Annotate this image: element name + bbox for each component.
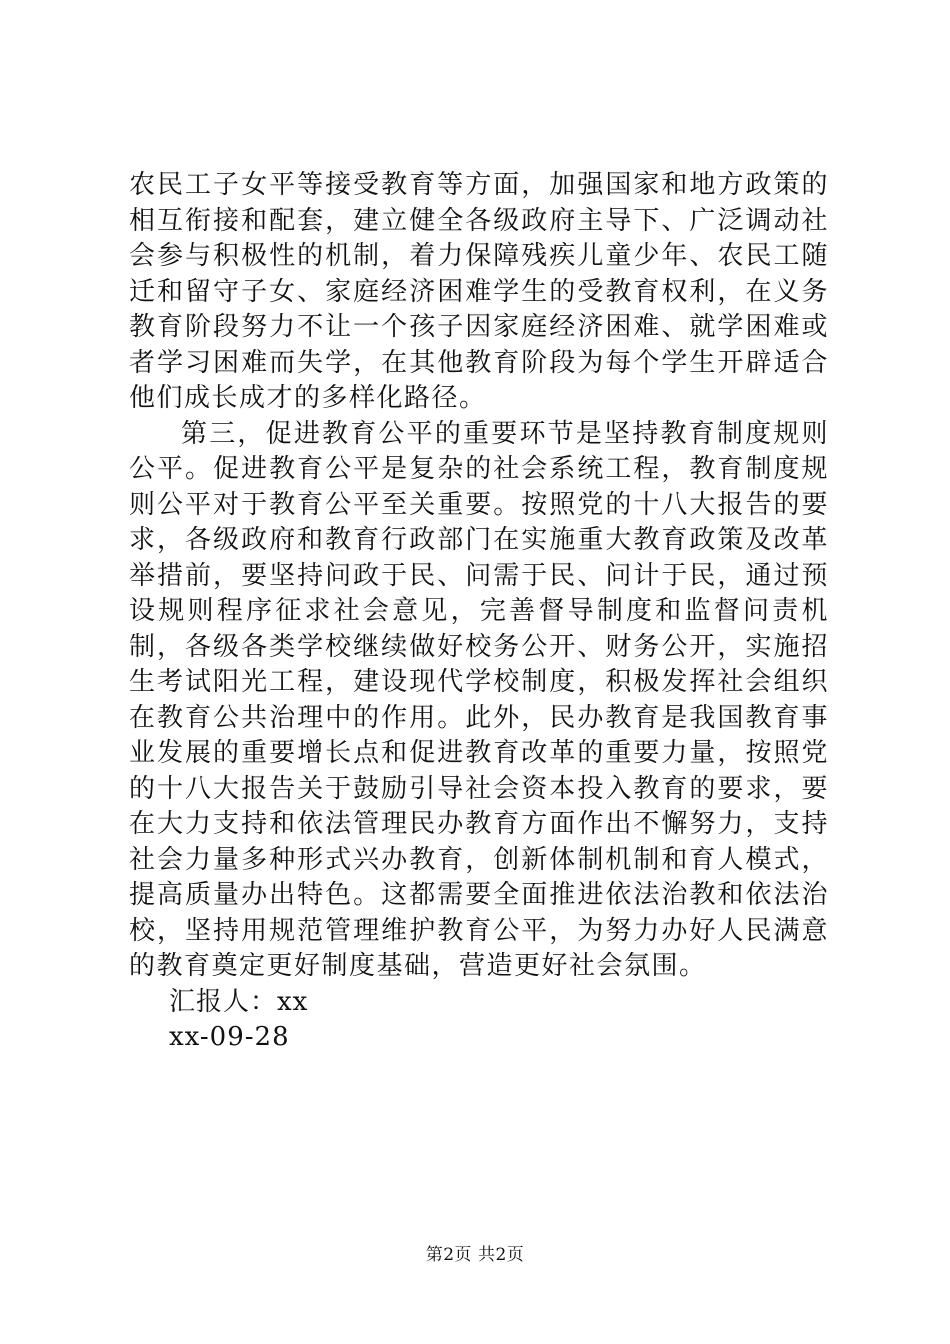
document-body xyxy=(129,168,829,1056)
paragraph-continuation: 农民工子女平等接受教育等方面，加强国家和地方政策的相互衔接和配套，建立健全各级政府主导下、广泛调动社会参与积极性的机制，着力保障残疾儿童少年、农民工随迁和留守子女、家庭经济困难学生的受教育权利，在义务教育阶段努力不让一个孩子因家庭经济困难、就学困难或者学习困难而失学，在其他教育阶段为每个学生开辟适合他们成长成才的多样化路径。 xyxy=(129,170,829,413)
page-number-footer: 第2页 共2页 xyxy=(425,1245,525,1265)
report-date: xx-09-28 xyxy=(169,1022,290,1052)
reporter-line: 汇报人：xx xyxy=(169,986,309,1017)
paragraph-third-point: 第三，促进教育公平的重要环节是坚持教育制度规则公平。促进教育公平是复杂的社会系统工程，教育制度规则公平对于教育公平至关重要。按照党的十八大报告的要求，各级政府和教育行政部门在实施重大教育政策及改革举措前，要坚持问政于民、问需于民、问计于民，通过预设规则程序征求社会意见，完善督导制度和监督问责机制，各级各类学校继续做好校务公开、财务公开，实施招生考试阳光工程，建设现代学校制度，积极发挥社会组织在教育公共治理中的作用。此外，民办教育是我国教育事业发展的重要增长点和促进教育改革的重要力量，按照党的十八大报告关于鼓励引导社会资本投入教育的要求，要在大力支持和依法管理民办教育方面作出不懈努力，支持社会力量多种形式兴办教育，创新体制机制和育人模式，提高质量办出特色。这都需要全面推进依法治教和依法治校，坚持用规范管理维护教育公平，为努力办好人民满意的教育奠定更好制度基础，营造更好社会氛围。 xyxy=(129,418,829,981)
